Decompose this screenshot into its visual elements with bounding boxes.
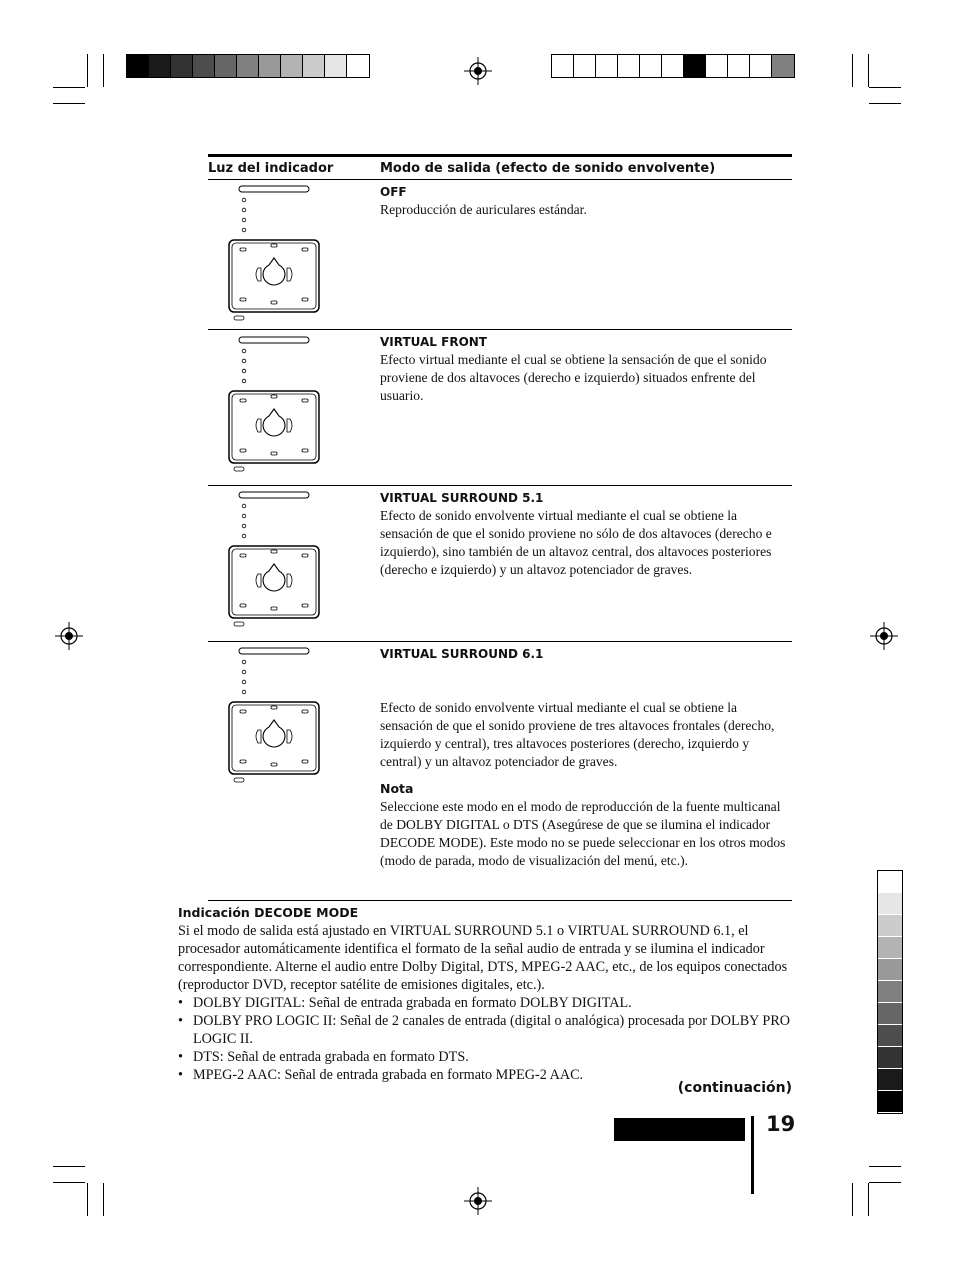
color-swatch: [215, 55, 237, 77]
registration-target-icon: [55, 622, 83, 650]
color-swatch: [281, 55, 303, 77]
column-header-mode: Modo de salida (efecto de sonido envolvente): [380, 160, 716, 176]
bullet-icon: •: [178, 1049, 183, 1065]
table-row: [208, 486, 792, 642]
color-swatch: [552, 55, 574, 77]
mode-description: Efecto de sonido envolvente virtual mediante el cual se obtiene la sensación de que el sonido proviene de tres altavoces frontales (derecho, izquierdo y central), tres altavoces posteriores (derecho, izquierdo y central) y un altavoz potenciador de graves.: [380, 700, 775, 769]
section-paragraph: Si el modo de salida está ajustado en VIRTUAL SURROUND 5.1 o VIRTUAL SURROUND 6.1, el procesador automáticamente identifica el formato de la señal audio de entrada y se ilumina el indicador correspondiente. Alterne el audio entre Dolby Digital, DTS, MPEG-2 AAC, etc., de los equipos conectados (reproductor DVD, receptor satélite de emisiones digitales, etc.).: [178, 923, 788, 993]
color-swatch: [237, 55, 259, 77]
mode-title: VIRTUAL SURROUND 5.1: [380, 491, 544, 505]
bullet-icon: •: [178, 995, 183, 1011]
indicator-panel-icon: [228, 647, 328, 787]
color-swatch: [878, 1069, 902, 1091]
grayscale-bar-right: [551, 54, 795, 78]
color-swatch: [878, 937, 902, 959]
list-item-text: MPEG-2 AAC: Señal de entrada grabada en formato MPEG-2 AAC.: [193, 1067, 584, 1083]
color-swatch: [750, 55, 772, 77]
page-tab: [614, 1118, 745, 1141]
color-swatch: [325, 55, 347, 77]
color-swatch: [706, 55, 728, 77]
list-item: [178, 1012, 794, 1048]
mode-description: Reproducción de auriculares estándar.: [380, 202, 587, 217]
color-swatch: [878, 1003, 902, 1025]
color-swatch: [878, 871, 902, 893]
color-swatch: [574, 55, 596, 77]
note-text: Seleccione este modo en el modo de reproducción de la fuente multicanal de DOLBY DIGITAL o DTS (Asegúrese de que se ilumina el indicador DECODE MODE). Este modo no se puede seleccionar en los otros modos (modo de parada, modo de visualización del menú, etc.).: [380, 799, 786, 868]
indicator-panel-icon: [228, 336, 328, 476]
grayscale-bar-side: [877, 870, 903, 1114]
list-item-text: DOLBY DIGITAL: Señal de entrada grabada en formato DOLBY DIGITAL.: [193, 995, 632, 1011]
mode-title: VIRTUAL SURROUND 6.1: [380, 647, 544, 661]
bullet-icon: •: [178, 1067, 183, 1083]
color-swatch: [303, 55, 325, 77]
note-title: Nota: [380, 781, 414, 796]
grayscale-bar-left: [126, 54, 370, 78]
color-swatch: [662, 55, 684, 77]
list-item-text: DOLBY PRO LOGIC II: Señal de 2 canales de entrada (digital o analógica) procesada por DOLBY PRO LOGIC II.: [193, 1013, 791, 1047]
color-swatch: [878, 915, 902, 937]
color-swatch: [640, 55, 662, 77]
color-swatch: [347, 55, 369, 77]
color-swatch: [596, 55, 618, 77]
color-swatch: [878, 893, 902, 915]
mode-description: Efecto de sonido envolvente virtual mediante el cual se obtiene la sensación de que el sonido proviene no sólo de dos altavoces (derecho e izquierdo), sino también de un altavoz central, dos altavoces posteriores (derecho e izquierdo) y un altavoz potenciador de graves.: [380, 508, 772, 577]
color-swatch: [878, 1047, 902, 1069]
mode-title: OFF: [380, 185, 407, 199]
color-swatch: [878, 959, 902, 981]
list-item: [178, 1048, 794, 1066]
indicator-panel-icon: [228, 491, 328, 631]
color-swatch: [878, 1025, 902, 1047]
registration-target-icon: [464, 1187, 492, 1215]
mode-description: Efecto virtual mediante el cual se obtiene la sensación de que el sonido proviene de dos altavoces (derecho e izquierdo) situados enfrente del usuario.: [380, 352, 767, 403]
output-mode-table: [208, 154, 792, 901]
color-swatch: [728, 55, 750, 77]
color-swatch: [171, 55, 193, 77]
table-row: [208, 180, 792, 330]
page-number: 19: [766, 1112, 796, 1136]
table-row: [208, 330, 792, 486]
registration-target-icon: [870, 622, 898, 650]
continued-label: (continuación): [677, 1080, 792, 1096]
bullet-icon: •: [178, 1013, 183, 1029]
color-swatch: [193, 55, 215, 77]
color-swatch: [878, 981, 902, 1003]
table-row: [208, 642, 792, 901]
color-swatch: [618, 55, 640, 77]
indicator-panel-icon: [228, 185, 328, 325]
mode-title: VIRTUAL FRONT: [380, 335, 487, 349]
table-header: [208, 157, 792, 180]
color-swatch: [149, 55, 171, 77]
page-number-rule: [751, 1116, 754, 1194]
color-swatch: [684, 55, 706, 77]
list-item-text: DTS: Señal de entrada grabada en formato DTS.: [193, 1049, 469, 1065]
registration-target-icon: [464, 57, 492, 85]
column-header-indicator: Luz del indicador: [208, 160, 334, 176]
list-item: [178, 994, 794, 1012]
color-swatch: [127, 55, 149, 77]
decode-mode-section: [178, 904, 794, 1084]
color-swatch: [878, 1091, 902, 1113]
section-heading: Indicación DECODE MODE: [178, 905, 359, 920]
color-swatch: [772, 55, 794, 77]
color-swatch: [259, 55, 281, 77]
